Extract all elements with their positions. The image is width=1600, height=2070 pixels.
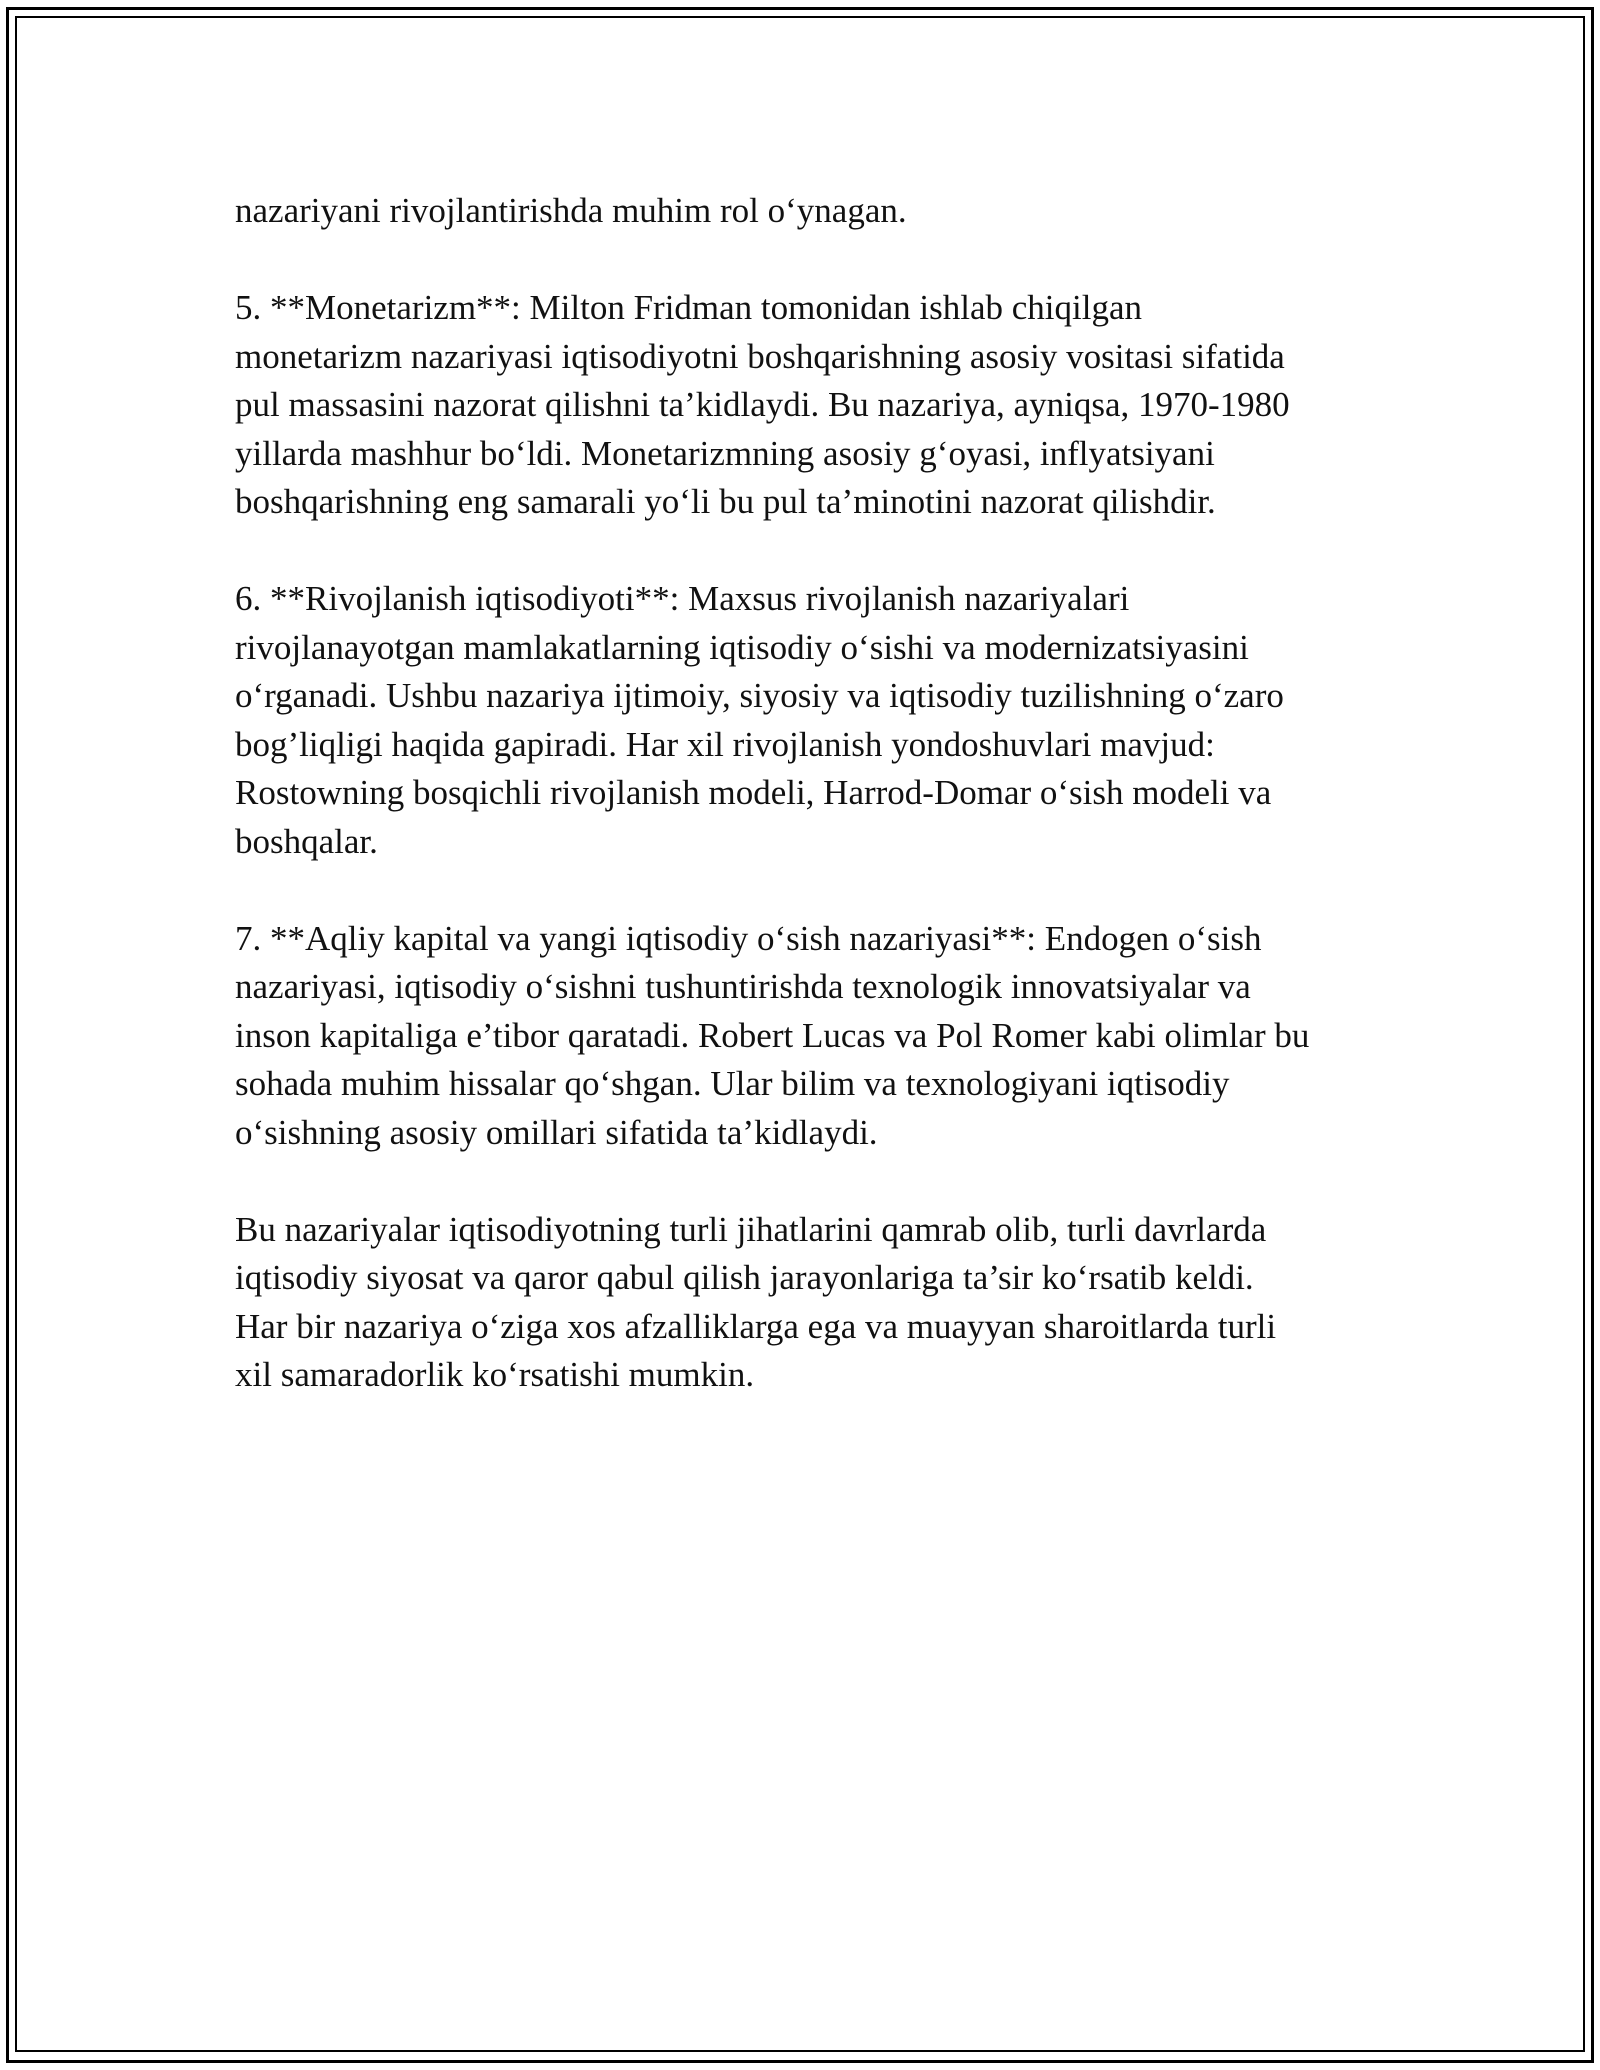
- paragraph-monetarism: 5. **Monetarizm**: Milton Fridman tomonidan ishlab chiqilgan monetarizm nazariyasi iqtisodiyotni boshqarishning asosiy vositasi sifatida pul massasini nazorat qilishni ta’kidlaydi. Bu nazariya, ayniqsa, 1970-1980 yillarda mashhur bo‘ldi. Monetarizmning asosiy g‘oyasi, inflyatsiyani boshqarishning eng samarali yo‘li bu pul ta’minotini nazorat qilishdir.: [235, 288, 1290, 521]
- paragraph-conclusion: Bu nazariyalar iqtisodiyotning turli jihatlarini qamrab olib, turli davrlarda iqtisodiy siyosat va qaror qabul qilish jarayonlariga ta’sir ko‘rsatib keldi. Har bir nazariya o‘ziga xos afzalliklarga ega va muayyan sharoitlarda turli xil samaradorlik ko‘rsatishi mumkin.: [235, 1209, 1277, 1394]
- paragraph-development-economics: 6. **Rivojlanish iqtisodiyoti**: Maxsus rivojlanish nazariyalari rivojlanayotgan mamlakatlarning iqtisodiy o‘sishi va modernizatsiyasini o‘rganadi. Ushbu nazariya ijtimoiy, siyosiy va iqtisodiy tuzilishning o‘zaro bog’liqligi haqida gapiradi. Har xil rivojlanish yondoshuvlari mavjud: Rostowning bosqichli rivojlanish modeli, Harrod-Domar o‘sish modeli va boshqalar.: [235, 579, 1284, 861]
- document-body: [235, 187, 1365, 1448]
- paragraph-endogenous-growth: 7. **Aqliy kapital va yangi iqtisodiy o‘sish nazariyasi**: Endogen o‘sish nazariyasi, iqtisodiy o‘sishni tushuntirishda texnologik innovatsiyalar va inson kapitaliga e’tibor qaratadi. Robert Lucas va Pol Romer kabi olimlar bu sohada muhim hissalar qo‘shgan. Ular bilim va texnologiyani iqtisodiy o‘sishning asosiy omillari sifatida ta’kidlaydi.: [235, 918, 1310, 1152]
- paragraph-continuation: nazariyani rivojlantirishda muhim rol o‘ynagan.: [235, 191, 907, 230]
